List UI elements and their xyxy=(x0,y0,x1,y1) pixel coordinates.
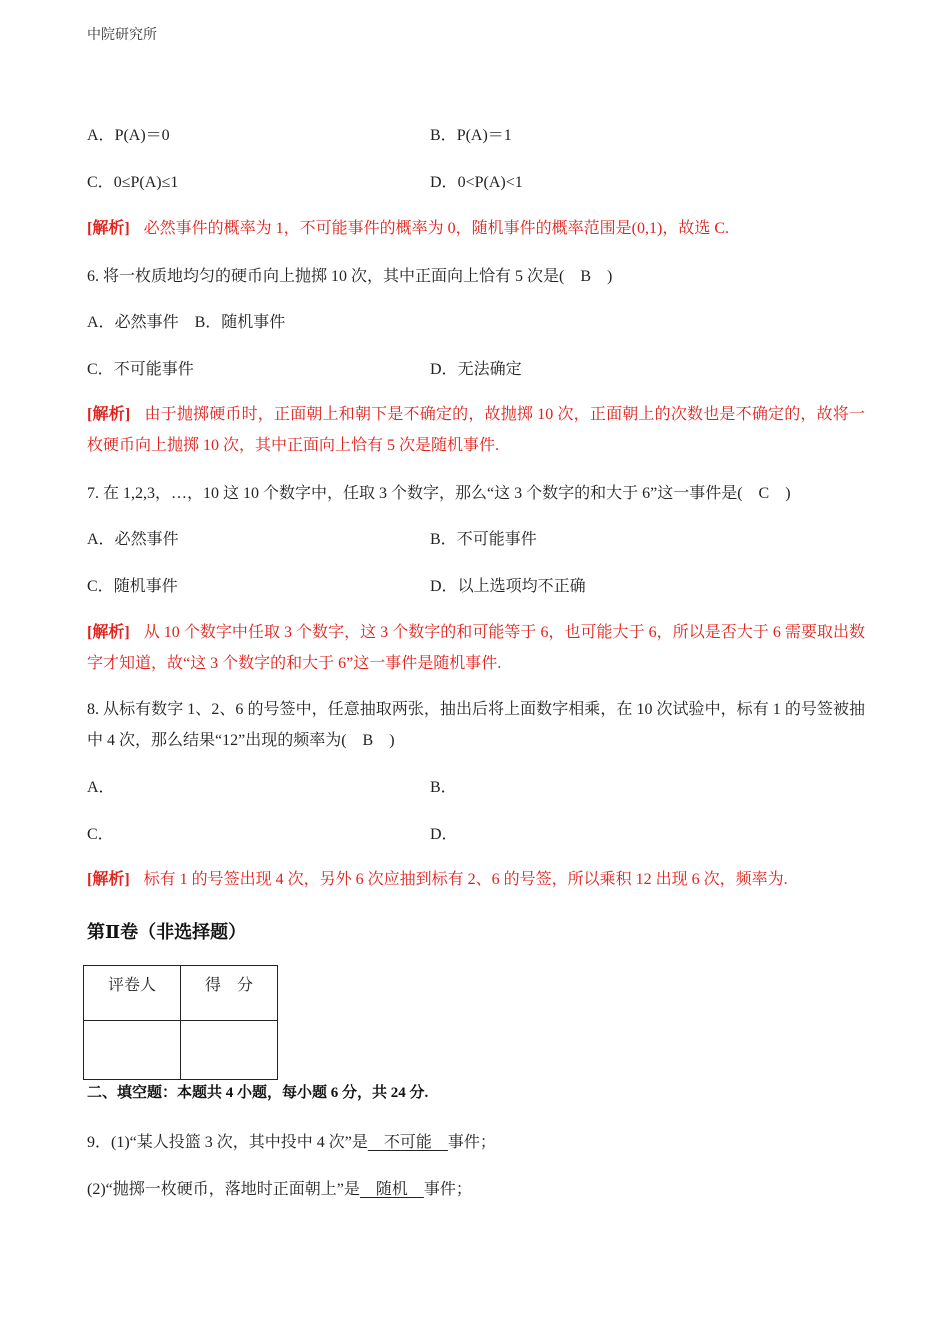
q9-part2-answer: 随机 xyxy=(359,1181,424,1198)
q7-analysis: [解析] 从 10 个数字中任取 3 个数字，这 3 个数字的和可能等于 6，也可能大于 6，所以是否大于 6 需要取出数字才知道，故“这 3 个数字的和大于 6”这一事件是随机事件. xyxy=(87,624,865,672)
q7-option-b: B．不可能事件 xyxy=(430,531,537,548)
q9-part1-answer: 不可能 xyxy=(367,1134,448,1151)
grader-table xyxy=(83,965,278,1080)
score-header: 得 分 xyxy=(181,966,278,1021)
grader-cell xyxy=(84,1021,181,1080)
grader-header: 评卷人 xyxy=(84,966,181,1021)
q6-analysis: [解析] 由于抛掷硬币时，正面朝上和朝下是不确定的，故抛掷 10 次，正面朝上的次数也是不确定的，故将一枚硬币向上抛掷 10 次，其中正面向上恰有 5 次是随机事件. xyxy=(87,406,865,454)
q9-part1: 9．(1)“某人投篮 3 次，其中投中 4 次”是 不可能 事件； xyxy=(87,1134,496,1151)
q8-option-d: D． xyxy=(430,826,458,843)
q5-option-c: C．0≤P(A)≤1 xyxy=(87,174,179,191)
q6-option-c: C．不可能事件 xyxy=(87,361,194,378)
q8-option-b: B． xyxy=(430,779,457,796)
q5-option-b: B．P(A)＝1 xyxy=(430,127,512,144)
q7-option-d: D．以上选项均不正确 xyxy=(430,578,586,595)
q7-option-a: A．必然事件 xyxy=(87,531,179,548)
section2-heading: 第Ⅱ卷（非选择题） xyxy=(87,922,247,942)
score-cell xyxy=(181,1021,278,1080)
q8-stem: 8. 从标有数字 1、2、6 的号签中，任意抽取两张，抽出后将上面数字相乘，在 10 次试验中，标有 1 的号签被抽中 4 次，那么结果“12”出现的频率为( B ) xyxy=(87,701,865,749)
q6-option-ab: A．必然事件 B．随机事件 xyxy=(87,314,286,331)
section2-instructions: 二、填空题：本题共 4 小题，每小题 6 分，共 24 分. xyxy=(87,1085,429,1101)
q9-part2: (2)“抛掷一枚硬币，落地时正面朝上”是 随机 事件； xyxy=(87,1181,472,1198)
q6-option-d: D．无法确定 xyxy=(430,361,522,378)
q6-stem: 6. 将一枚质地均匀的硬币向上抛掷 10 次，其中正面向上恰有 5 次是( B ) xyxy=(87,268,613,285)
q5-option-d: D．0<P(A)<1 xyxy=(430,174,523,191)
q8-option-c: C． xyxy=(87,826,114,843)
q8-analysis: [解析] 标有 1 的号签出现 4 次，另外 6 次应抽到标有 2、6 的号签，所以乘积 12 出现 6 次，频率为. xyxy=(87,871,788,888)
q5-option-a: A．P(A)＝0 xyxy=(87,127,170,144)
q8-option-a: A． xyxy=(87,779,115,796)
header-org: 中院研究所 xyxy=(87,28,157,43)
q5-analysis: [解析] 必然事件的概率为 1，不可能事件的概率为 0，随机事件的概率范围是(0,1)，故选 C. xyxy=(87,220,730,237)
q7-stem: 7. 在 1,2,3，…，10 这 10 个数字中，任取 3 个数字，那么“这 3 个数字的和大于 6”这一事件是( C ) xyxy=(87,485,791,502)
q7-option-c: C．随机事件 xyxy=(87,578,178,595)
